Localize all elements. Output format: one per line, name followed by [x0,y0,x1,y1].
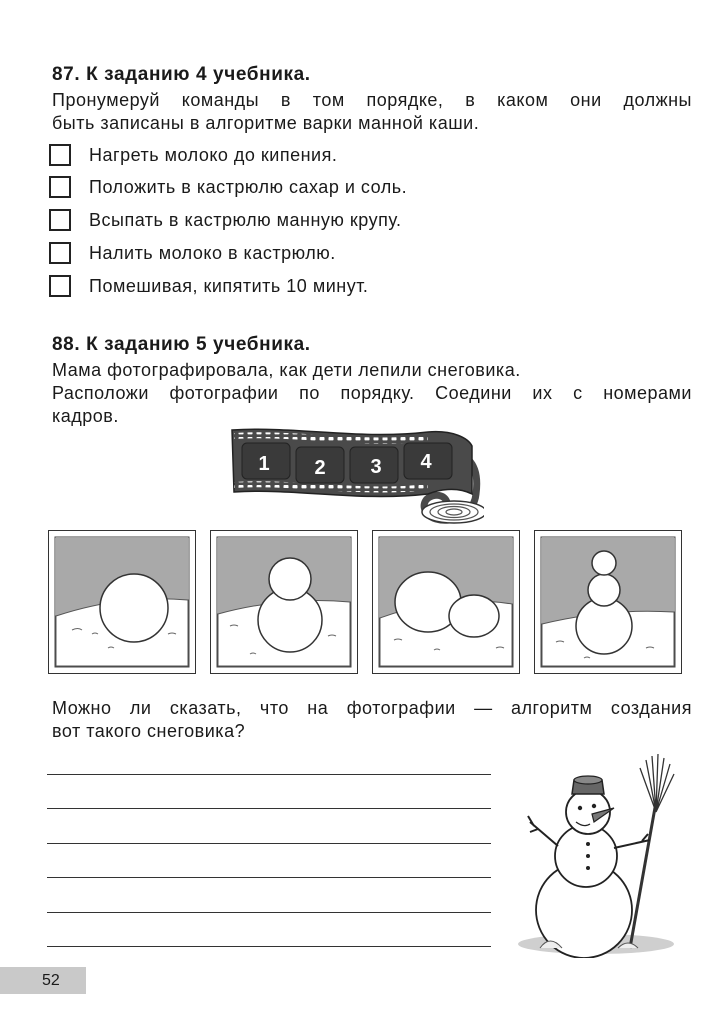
answer-line[interactable] [47,912,491,913]
task-88-text-line-1: Мама фотографировала, как дети лепили снеговика. [52,360,521,380]
snowman-question-line-1: Можно ли сказать, что на фотографии — алгоритм создания [52,698,692,718]
answer-line[interactable] [47,877,491,878]
answer-line[interactable] [47,808,491,809]
snowman-illustration [510,752,690,958]
snowman-question-line-2: вот такого снеговика? [52,721,246,741]
snowman-question [52,697,692,743]
order-number-box[interactable] [49,176,71,198]
order-number-box[interactable] [49,242,71,264]
order-number-box[interactable] [49,209,71,231]
command-item [49,273,368,299]
frame-number: 4 [420,451,432,473]
command-label: Нагреть молоко до кипения. [89,144,338,165]
task-88-text [52,359,692,428]
task-87-instruction-line-1: Пронумеруй команды в том порядке, в каком они должны [52,90,692,110]
command-label: Налить молоко в кастрюлю. [89,242,336,263]
frame-number: 1 [258,453,270,475]
task-88-heading: 88. К заданию 5 учебника. [52,334,311,355]
command-item [49,240,336,266]
photo-one-big-snowball[interactable] [48,530,196,674]
command-label: Положить в кастрюлю сахар и соль. [89,176,408,197]
answer-line[interactable] [47,774,491,775]
task-87-instruction-line-2: быть записаны в алгоритме варки манной каши. [52,113,480,133]
command-label: Помешивая, кипятить 10 минут. [89,275,369,296]
order-number-box[interactable] [49,275,71,297]
frame-number: 2 [314,457,326,479]
photo-two-balls-ground[interactable] [372,530,520,674]
page-number-tab [0,967,86,994]
task-88-text-line-2: Расположи фотографии по порядку. Соедини их с номерами [52,383,692,403]
order-number-box[interactable] [49,144,71,166]
page-number: 52 [42,971,60,989]
task-88-text-line-3: кадров. [52,406,119,426]
task-87-instruction [52,89,692,135]
frame-number: 3 [370,456,382,478]
photo-three-balls-snowman[interactable] [534,530,682,674]
command-label: Всыпать в кастрюлю манную крупу. [89,209,402,230]
answer-line[interactable] [47,843,491,844]
command-item [49,174,407,200]
answer-line[interactable] [47,946,491,947]
command-item [49,207,402,233]
film-strip [228,424,484,528]
photo-two-balls-snowman[interactable] [210,530,358,674]
task-87-heading: 87. К заданию 4 учебника. [52,64,311,85]
command-item [49,142,337,168]
